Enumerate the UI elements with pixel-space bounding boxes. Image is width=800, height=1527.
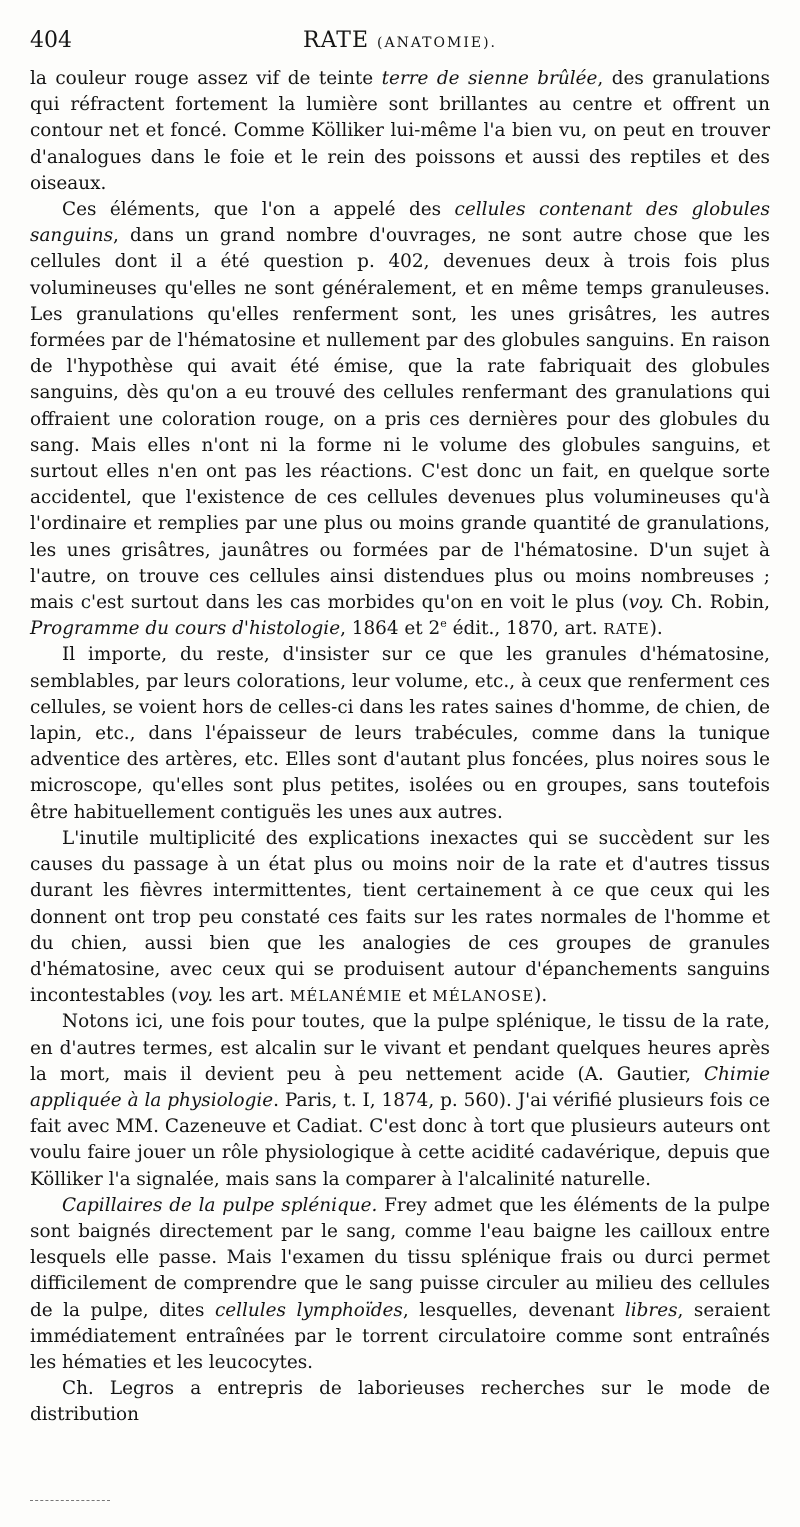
italic-run: cellules lymphoïdes xyxy=(214,1299,403,1321)
paragraph xyxy=(30,642,770,825)
text-run: , des granulations qui réfractent fortement la lumière sont brillantes au centre et offrent un contour net et foncé. Comme Kölliker lui-même l'a bien vu, on peut en trouver d'analogues dans le foie et le rein des poissons et aussi des reptiles et des oiseaux. xyxy=(30,68,770,194)
italic-run: libres xyxy=(624,1299,678,1321)
text-run: Ch. Robin, xyxy=(663,592,770,614)
text-run: L'inutile multiplicité des explications inexactes qui se succèdent sur les causes du passage à un état plus ou moins noir de la rate et d'autres tissus durant les fièvres intermittentes, tient certainement à ce que ceux qui les donnent ont trop peu constaté ces faits sur les rates normales de l'homme et du chien, aussi bien que les analogies de ces groupes de granules d'hématosine, avec ceux qui se produisent autour d'épanchements sanguins incontestables ( xyxy=(30,827,770,1007)
text-run: , lesquelles, devenant xyxy=(402,1299,625,1321)
running-title-subject: (ANATOMIE). xyxy=(377,35,497,51)
text-run: édit., 1870, art. xyxy=(446,618,604,640)
paragraph xyxy=(30,66,770,197)
italic-run: terre de sienne brûlée xyxy=(381,68,598,89)
body-text xyxy=(30,66,770,1429)
footer-rule xyxy=(30,1500,110,1501)
text-run: la couleur rouge assez vif de teinte xyxy=(30,68,382,89)
italic-run: voy. xyxy=(628,592,664,614)
text-run: ). xyxy=(534,985,548,1007)
superscript-run: e xyxy=(440,617,447,631)
text-run: Frey admet que les éléments de la pulpe sont baignés directement par le sang, comme l'eau baigne les cailloux entre lesquels elle passe. Mais l'examen du tissu splénique frais ou durci permet difficilement de comprendre que le sang puisse circuler au milieu des cellules de la pulpe, dites xyxy=(30,1194,770,1321)
text-run: Ch. Legros a entrepris de laborieuses recherches sur le mode de distribution xyxy=(30,1378,770,1426)
small-caps-run: MÉLANÉMIE xyxy=(290,987,403,1006)
italic-run: Capillaires de la pulpe splénique. xyxy=(62,1194,378,1216)
text-run: , dans un grand nombre d'ouvrages, ne sont autre chose que les cellules dont il a été question p. 402, devenues deux à trois fois plus volumineuses qu'elles ne sont généralement, et en même temps granuleuses. Les granulations qu'elles renferment sont, les unes grisâtres, les autres formées par de l'hématosine et nullement par des globules sanguins. En raison de l'hypothèse qui avait été émise, que la rate fabriquait des globules sanguins, dès qu'on a eu trouvé des cellules renfermant des granulations qui offraient une coloration rouge, on a pris ces dernières pour des globules du sang. Mais elles n'ont ni la forme ni le volume des globules sanguins, et surtout elles n'en ont pas les réactions. C'est donc un fait, en quelque sorte accidentel, que l'existence de ces cellules devenues plus volumineuses qu'à l'ordinaire et remplies par une plus ou moins grande quantité de granulations, les unes grisâtres, jaunâtres ou formées par de l'hématosine. D'un sujet à l'autre, on trouve ces cellules ainsi distendues plus ou moins nombreuses ; mais c'est surtout dans les cas morbides qu'on en voit le plus ( xyxy=(30,225,770,614)
text-run: , 1864 et 2 xyxy=(340,618,441,640)
text-run: les art. xyxy=(213,985,291,1007)
text-run: Ces éléments, que l'on a appelé des xyxy=(62,199,455,221)
text-run: , seraient immédiatement entraînées par le torrent circulatoire comme sont entraînés les hématies et les leucocytes. xyxy=(30,1299,770,1373)
text-run: Il importe, du reste, d'insister sur ce que les granules d'hématosine, semblables, par leurs colorations, leur volume, etc., à ceux que renferment ces cellules, se voient hors de celles-ci dans les rates saines d'homme, de chien, de lapin, etc., dans l'épaisseur de leurs trabécules, comme dans la tunique adventice des artères, etc. Elles sont d'autant plus foncées, plus noires sous le microscope, qu'elles sont plus petites, isolées ou en groupes, sans toutefois être habituellement contiguës les unes aux autres. xyxy=(30,644,770,823)
running-title-main: RATE xyxy=(303,28,369,53)
italic-run: Chimie appliquée à la physiologie xyxy=(30,1063,770,1111)
paragraph xyxy=(30,826,770,1009)
paragraph xyxy=(30,197,770,642)
small-caps-run: RATE xyxy=(603,620,650,639)
italic-run: Programme du cours d'histologie xyxy=(30,618,341,640)
small-caps-run: MÉLANOSE xyxy=(432,987,535,1006)
text-run: Notons ici, une fois pour toutes, que la pulpe splénique, le tissu de la rate, en d'autres termes, est alcalin sur le vivant et pendant quelques heures après la mort, mais il devient peu à peu nettement acide (A. Gautier, xyxy=(30,1011,770,1085)
paragraph xyxy=(30,1009,770,1192)
running-head xyxy=(30,28,770,54)
paragraph xyxy=(30,1376,770,1428)
text-run: . Paris, t. I, 1874, p. 560). J'ai vérifié plusieurs fois ce fait avec MM. Cazeneuve et Cadiat. C'est donc à tort que plusieurs auteurs ont voulu faire jouer un rôle physiologique à cette acidité cadavérique, depuis que Kölliker l'a signalée, mais sans la comparer à l'alcalinité naturelle. xyxy=(30,1089,770,1190)
paragraph xyxy=(30,1193,770,1376)
text-run: et xyxy=(402,985,433,1007)
text-run: ). xyxy=(649,618,663,640)
page-number: 404 xyxy=(30,28,72,53)
running-title xyxy=(30,28,770,56)
italic-run: voy. xyxy=(178,985,214,1007)
italic-run: cellules contenant des globules sanguins xyxy=(30,199,770,247)
